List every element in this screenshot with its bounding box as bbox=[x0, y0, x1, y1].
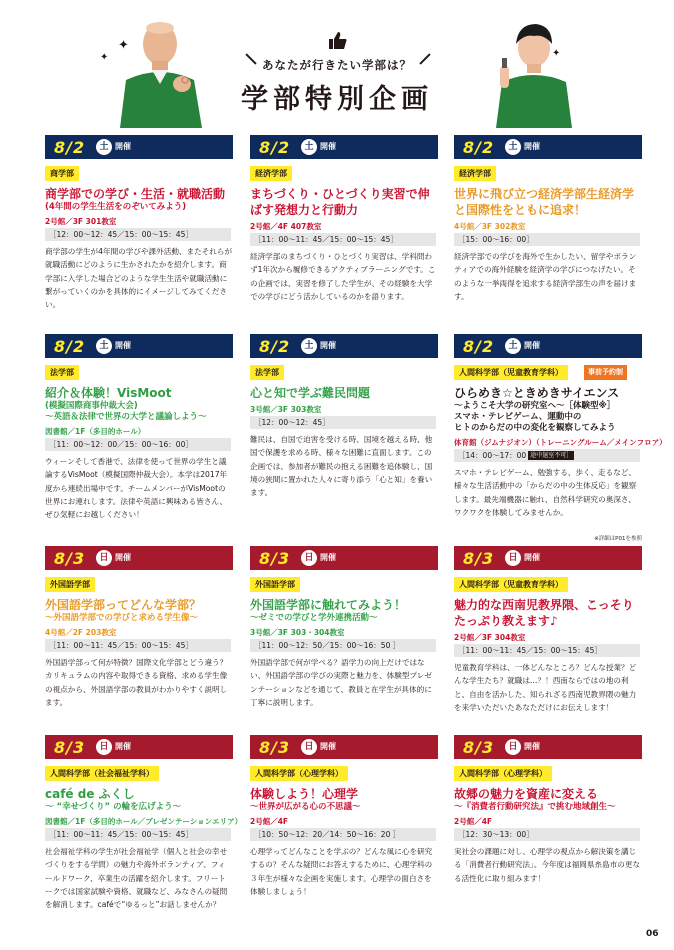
event-description: 経済学部のまちづくり・ひとづくり実習は、学科問わず1年次から履修できるアクティブラーニングです。この企画では、実習を修了した学生が、その経験を大学での学びにどう活かしているのかを語ります。 bbox=[250, 252, 436, 301]
event-location: 2号館／3F 301教室 bbox=[45, 217, 117, 226]
event-card bbox=[45, 546, 233, 751]
event-description: 実社会の課題に対し、心理学の視点から解決策を講じる「消費者行動研究法」。今年度は福岡県糸島市の更なる活性化に取り組みます！ bbox=[454, 847, 641, 883]
date-ribbon bbox=[250, 735, 438, 759]
event-title: ひらめき☆ときめきサイエンス bbox=[454, 386, 620, 400]
event-description: 心理学ってどんなことを学ぶの？どんな風に心を研究するの？そんな疑問にお答えするために、心理学科の３年生が様々な企画を実施します。心理学の面白さを体験しましょう！ bbox=[250, 847, 433, 896]
weekday-badge: 日 bbox=[96, 739, 112, 755]
event-title: 心と知で学ぶ難民問題 bbox=[250, 386, 371, 400]
event-description: 外国語学部って何が特徴？国際文化学部とどう違う？カリキュラムの内容や取得できる資格、求める学生像の視点から、外国語学部の教員がわかりやすく説明します。 bbox=[45, 658, 228, 707]
event-subtitle: 〜ようこそ大学の研究室へ〜［体験型※］ bbox=[454, 401, 616, 411]
event-date: 8/3 bbox=[259, 738, 291, 757]
event-time-text: ［10：50〜12：20／14：50〜16：20 ］ bbox=[254, 830, 401, 839]
event-location: 2号館／4F bbox=[454, 817, 493, 826]
event-time-text: ［12：30〜13：00］ bbox=[458, 830, 534, 839]
event-subtitle: 〜外国語学部での学びと求める学生像〜 bbox=[45, 613, 199, 623]
event-time-text: ［12：00〜12：45］ bbox=[254, 418, 330, 427]
department-tag: 経済学部 bbox=[250, 166, 292, 181]
event-card bbox=[250, 735, 438, 940]
event-time-text: ［11：00〜11：45／15：00〜15：45］ bbox=[458, 646, 602, 655]
event-description: 社会福祉学科の学生が社会福祉学（個人と社会の幸せづくりをする学問）の魅力や海外ボランティア、フィールドワーク、卒業生の活躍を紹介します。フリートークでは国家試験や資格、就職など、みなさんの疑問を解消します。caféで“ゆるっと”お話しませんか？ bbox=[45, 847, 228, 910]
event-description: ウィーンそして香港で、法律を使って世界の学生と議論するVisMoot（模擬国際仲裁大会）。本学は2017年度から連続出場中です。チームメンバーがVisMootの世界にお連れします。法律や英語に興味ある皆さん、ぜひ気軽にお越しください！ bbox=[45, 457, 228, 520]
event-location: 体育館（ジムナジオン）（トレーニングルーム／メインフロア） bbox=[454, 438, 667, 447]
date-ribbon bbox=[45, 135, 233, 159]
event-time bbox=[250, 233, 436, 246]
professor-photo bbox=[112, 14, 208, 128]
department-tag: 人間科学部（心理学科） bbox=[454, 766, 552, 781]
event-location: 図書館／1F（多目的ホール） bbox=[45, 427, 146, 436]
event-date: 8/3 bbox=[259, 549, 291, 568]
event-description: 難民は、自国で迫害を受ける時、国境を越える時、他国で保護を求める時、様々な困難に直面します。この企画では、参加者が難民の抱える困難を追体験し、国境の狭間に置かれた人々に寄り添う「心と知」を養います。 bbox=[250, 435, 433, 498]
event-subtitle: ヒトのからだの中の変化を観察してみよう bbox=[454, 423, 616, 433]
event-card bbox=[454, 135, 642, 340]
event-description: 外国語学部で何が学べる？語学力の向上だけではない、外国語学部の学びの実際と魅力を、体験型プレゼンテーションなどを通じて、教員と在学生が具体的に丁寧に説明します。 bbox=[250, 658, 432, 707]
department-tag: 人間科学部（児童教育学科） bbox=[454, 577, 568, 592]
department-tag: 法学部 bbox=[45, 365, 79, 380]
department-tag: 人間科学部（心理学科） bbox=[250, 766, 348, 781]
held-label: 開催 bbox=[524, 742, 540, 751]
event-time bbox=[250, 416, 436, 429]
date-ribbon bbox=[250, 546, 438, 570]
weekday-badge: 日 bbox=[96, 550, 112, 566]
event-date: 8/2 bbox=[463, 337, 495, 356]
event-title: café de ふくし bbox=[45, 787, 135, 801]
held-label: 開催 bbox=[524, 142, 540, 151]
held-label: 開催 bbox=[115, 142, 131, 151]
event-title: 商学部での学び・生活・就職活動 bbox=[45, 187, 226, 201]
weekday-badge: 土 bbox=[96, 139, 112, 155]
event-subtitle: (4年間の学生生活をのぞいてみよう) bbox=[45, 202, 187, 212]
date-ribbon bbox=[454, 546, 642, 570]
date-ribbon bbox=[45, 735, 233, 759]
event-card bbox=[250, 546, 438, 751]
held-label: 開催 bbox=[320, 553, 336, 562]
event-subtitle: 〜ゼミでの学びと学外連携活動〜 bbox=[250, 613, 378, 623]
date-ribbon bbox=[45, 546, 233, 570]
event-title: 世界に飛び立つ経済学部生経済学と国際性をともに追求！ bbox=[454, 187, 635, 217]
event-time-text: ［11：00〜11：45／15：00〜15：45］ bbox=[49, 641, 193, 650]
event-description: 児童教育学科は、一体どんなところ？どんな授業？どんな学生たち？就職は…？！西南ならではの地の利と、自由を活かした、知られざる西南児教界隈の魅力を来学いただいたあなただけにお伝えします！ bbox=[454, 663, 637, 712]
date-ribbon bbox=[250, 334, 438, 358]
event-card bbox=[250, 135, 438, 340]
event-title: 魅力的な西南児教界隈、こっそりたっぷり教えます♪ bbox=[454, 598, 634, 628]
event-title: 体験しよう！心理学 bbox=[250, 787, 359, 801]
event-date: 8/2 bbox=[259, 337, 291, 356]
held-label: 開催 bbox=[320, 142, 336, 151]
held-label: 開催 bbox=[115, 341, 131, 350]
event-location: 図書館／1F（多目的ホール／プレゼンテーションエリア） bbox=[45, 817, 243, 826]
event-date: 8/3 bbox=[463, 738, 495, 757]
weekday-badge: 土 bbox=[301, 139, 317, 155]
event-description: 商学部の学生が4年間の学びや課外活動、またそれらが就職活動にどのように生かされたかを紹介します。商学部に入学した場合どのような学生生活や就職活動に繋がっていくのかを具体的にイメージしてみてください。 bbox=[45, 247, 233, 310]
reference-note: ※詳細はP01を参照 bbox=[594, 536, 642, 542]
event-title: 故郷の魅力を資産に変える bbox=[454, 787, 599, 801]
event-time-text: ［11：00〜12：50／15：00〜16：50 ］ bbox=[254, 641, 401, 650]
event-card bbox=[45, 735, 243, 940]
department-tag: 人間科学部（社会福祉学科） bbox=[45, 766, 159, 781]
event-time bbox=[45, 438, 231, 451]
event-card bbox=[454, 735, 642, 940]
event-date: 8/3 bbox=[463, 549, 495, 568]
sparkle-icon: ✦ bbox=[552, 48, 561, 59]
event-subtitle: 〜『消費者行動研究法』で挑む地域創生〜 bbox=[454, 802, 616, 812]
event-title: まちづくり・ひとづくり実習で伸ばす発想力と行動力 bbox=[250, 187, 430, 217]
event-subtitle: 〜世界が広がる心の不思議〜 bbox=[250, 802, 361, 812]
department-tag: 人間科学部（児童教育学科） bbox=[454, 365, 568, 380]
page-header bbox=[0, 0, 674, 128]
sparkle-icon: ✦ bbox=[100, 52, 109, 63]
thumbs-up-icon bbox=[328, 30, 348, 50]
event-time bbox=[454, 449, 640, 462]
event-time-text: ［11：00〜12：00／15：00〜16：00］ bbox=[49, 440, 193, 449]
event-title: 紹介＆体験！VisMoot bbox=[45, 386, 172, 400]
sparkle-icon: ✦ bbox=[118, 38, 129, 53]
held-label: 開催 bbox=[320, 341, 336, 350]
event-time bbox=[45, 228, 231, 241]
header-lead: あなたが行きたい学部は？ bbox=[262, 58, 412, 72]
event-date: 8/2 bbox=[54, 337, 86, 356]
department-tag: 法学部 bbox=[250, 365, 284, 380]
no-early-exit-tag: 途中退室不可］ bbox=[530, 452, 573, 459]
date-ribbon bbox=[250, 135, 438, 159]
department-tag: 外国語学部 bbox=[45, 577, 95, 592]
date-ribbon bbox=[454, 135, 642, 159]
held-label: 開催 bbox=[524, 341, 540, 350]
event-location: 3号館／3F 303教室 bbox=[250, 405, 322, 414]
event-time-text: ［15：00〜16：00］ bbox=[458, 235, 534, 244]
department-tag: 外国語学部 bbox=[250, 577, 300, 592]
event-location: 4号館／2F 203教室 bbox=[45, 628, 117, 637]
event-time bbox=[454, 828, 640, 841]
event-subtitle: (模擬国際商事仲裁大会) bbox=[45, 401, 138, 411]
weekday-badge: 土 bbox=[505, 139, 521, 155]
event-time-text: ［12：00〜12：45／15：00〜15：45］ bbox=[49, 230, 193, 239]
event-subtitle: 〜 “幸せづくり” の輪を広げよう〜 bbox=[45, 802, 182, 812]
date-ribbon bbox=[45, 334, 233, 358]
event-card bbox=[45, 135, 233, 340]
weekday-badge: 土 bbox=[301, 338, 317, 354]
event-time-text: ［14：00〜17：00 bbox=[458, 451, 527, 460]
event-subtitle: スマホ・テレビゲーム、運動中の bbox=[454, 412, 582, 422]
held-label: 開催 bbox=[115, 742, 131, 751]
page-title: 学部特別企画 bbox=[241, 84, 433, 115]
reservation-badge: 事前予約制 bbox=[584, 365, 627, 380]
held-label: 開催 bbox=[524, 553, 540, 562]
event-card bbox=[454, 546, 642, 751]
event-location: 2号館／4F bbox=[250, 817, 289, 826]
weekday-badge: 日 bbox=[505, 550, 521, 566]
event-description: スマホ・テレビゲーム、勉強する、歩く、走るなど、様々な生活活動中の「からだの中の生体反応」を観察します。最先端機器に触れ、自然科学研究の奥深さ、ワクワクを体験してみませんか。 bbox=[454, 468, 637, 517]
event-location: 3号館／3F 303・304教室 bbox=[250, 628, 345, 637]
event-date: 8/2 bbox=[259, 138, 291, 157]
weekday-badge: 日 bbox=[301, 739, 317, 755]
event-time bbox=[250, 639, 436, 652]
page-number: 06 bbox=[646, 929, 659, 939]
event-time-text: ［11：00〜11：45／15：00〜15：45］ bbox=[254, 235, 398, 244]
held-label: 開催 bbox=[320, 742, 336, 751]
event-card bbox=[45, 334, 233, 539]
held-label: 開催 bbox=[115, 553, 131, 562]
weekday-badge: 日 bbox=[505, 739, 521, 755]
student-photo bbox=[486, 14, 582, 128]
event-date: 8/2 bbox=[463, 138, 495, 157]
event-card bbox=[250, 334, 438, 539]
event-location: 4号館／3F 302教室 bbox=[454, 222, 526, 231]
event-time bbox=[454, 644, 640, 657]
event-date: 8/2 bbox=[54, 138, 86, 157]
event-date: 8/3 bbox=[54, 549, 86, 568]
weekday-badge: 土 bbox=[505, 338, 521, 354]
event-title: 外国語学部ってどんな学部？ bbox=[45, 598, 202, 612]
event-description: 経済学部での学びを海外で生かしたい、留学やボランティアでの海外経験を経済学の学びにつなげたい。そのような一挙両得を追求する経済学部生の声を届けます。 bbox=[454, 252, 637, 301]
event-location: 2号館／3F 304教室 bbox=[454, 633, 526, 642]
event-time bbox=[45, 639, 231, 652]
event-time bbox=[45, 828, 231, 841]
event-location: 2号館／4F 407教室 bbox=[250, 222, 322, 231]
date-ribbon bbox=[454, 334, 642, 358]
date-ribbon bbox=[454, 735, 642, 759]
event-time bbox=[454, 233, 640, 246]
department-tag: 経済学部 bbox=[454, 166, 496, 181]
event-card bbox=[454, 334, 667, 542]
department-tag: 商学部 bbox=[45, 166, 79, 181]
event-time bbox=[250, 828, 436, 841]
event-time-text: ［11：00〜11：45／15：00〜15：45］ bbox=[49, 830, 193, 839]
event-title: 外国語学部に触れてみよう！ bbox=[250, 598, 407, 612]
weekday-badge: 日 bbox=[301, 550, 317, 566]
weekday-badge: 土 bbox=[96, 338, 112, 354]
event-date: 8/3 bbox=[54, 738, 86, 757]
event-subtitle: 〜英語＆法律で世界の大学と議論しよう〜 bbox=[45, 412, 207, 422]
